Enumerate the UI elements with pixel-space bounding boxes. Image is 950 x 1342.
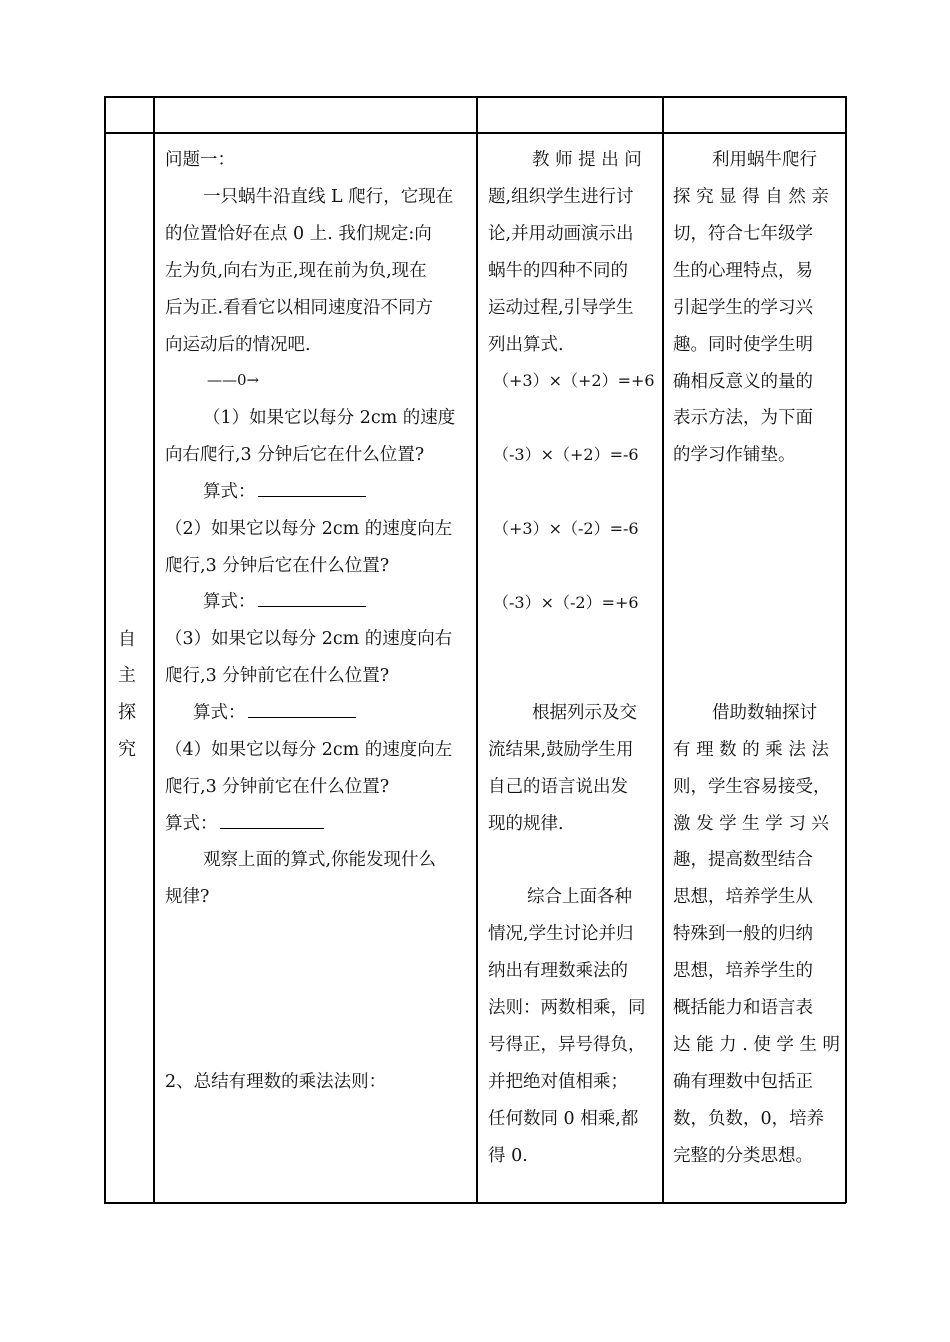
teacher-text-line: 列出算式. [488, 335, 564, 355]
intent-text-line: 借助数轴探讨 [712, 703, 817, 723]
intent-text-line: 切，符合七年级学 [673, 224, 813, 244]
equation: （-3）×（-2）=+6 [493, 593, 639, 612]
intent-text-line: 趣。同时使学生明 [673, 335, 813, 355]
teacher-text-line: 蜗牛的四种不同的 [488, 261, 628, 281]
formula-line [203, 592, 366, 612]
table-border-right [845, 96, 847, 1203]
intent-text-line: 引起学生的学习兴 [673, 298, 813, 318]
intent-text-line: 则，学生容易接受， [673, 777, 831, 797]
answer-blank[interactable] [248, 703, 356, 718]
formula-label: 算式： [203, 592, 256, 612]
number-line: ——0→ [207, 371, 260, 389]
question-1-line: （1）如果它以每分 2cm 的速度 [203, 408, 456, 428]
teacher-text-line: 得 0. [488, 1146, 528, 1166]
intent-text-line: 有 理 数 的 乘 法 法 [673, 740, 829, 760]
section-label-char: 主 [118, 665, 136, 686]
intro-line: 左为负,向右为正,现在前为负,现在 [165, 261, 427, 281]
intent-text-line: 确有理数中包括正 [673, 1072, 813, 1092]
teacher-text-line: 并把绝对值相乘； [488, 1072, 628, 1092]
table-col-divider-3 [662, 96, 664, 1203]
answer-blank[interactable] [258, 592, 366, 607]
teacher-text-line: 任何数同 0 相乘,都 [488, 1109, 639, 1129]
question-2-line: 爬行,3 分钟后它在什么位置? [165, 556, 390, 576]
summary-heading: 2、总结有理数的乘法法则： [165, 1072, 387, 1092]
intent-text-line: 思想，培养学生从 [673, 887, 813, 907]
teacher-text-line: 纳出有理数乘法的 [488, 961, 628, 981]
section-label-char: 探 [118, 702, 136, 723]
teacher-text-line: 题,组织学生进行讨 [488, 187, 634, 207]
teacher-text-line: 综合上面各种 [527, 887, 632, 907]
table-border-left [104, 96, 106, 1203]
intent-text-line: 生的心理特点，易 [673, 261, 813, 281]
section-label-char: 究 [118, 739, 136, 760]
teacher-text-line: 情况,学生讨论并归 [488, 924, 634, 944]
teacher-text-line: 运动过程,引导学生 [488, 298, 634, 318]
intent-text-line: 的学习作铺垫。 [673, 445, 796, 465]
teacher-text-line: 教 师 提 出 问 [532, 150, 642, 170]
formula-line [193, 703, 356, 723]
table-col-divider-1 [153, 96, 155, 1203]
intent-text-line: 激 发 学 生 学 习 兴 [673, 814, 829, 834]
equation: （+3）×（-2）=-6 [493, 519, 639, 538]
section-label-char: 自 [118, 629, 136, 650]
intro-line: 一只蜗牛沿直线 L 爬行，它现在 [203, 187, 454, 207]
formula-line [203, 482, 366, 502]
question-1-line: 向右爬行,3 分钟后它在什么位置? [165, 445, 425, 465]
intent-text-line: 确相反意义的量的 [673, 372, 813, 392]
intent-text-line: 达 能 力 . 使 学 生 明 [673, 1035, 841, 1055]
answer-blank[interactable] [258, 482, 366, 497]
intent-text-line: 探 究 显 得 自 然 亲 [673, 187, 829, 207]
question-4-line: （4）如果它以每分 2cm 的速度向左 [165, 740, 453, 760]
formula-label: 算式： [165, 814, 218, 834]
observe-line: 规律? [165, 887, 210, 907]
teacher-text-line: 论,并用动画演示出 [488, 224, 634, 244]
intent-text-line: 利用蜗牛爬行 [712, 150, 817, 170]
intent-text-line: 思想，培养学生的 [673, 961, 813, 981]
intent-text-line: 趣，提高数型结合 [673, 850, 813, 870]
teacher-text-line: 号得正，异号得负， [488, 1035, 646, 1055]
question-3-line: 爬行,3 分钟前它在什么位置? [165, 666, 390, 686]
formula-label: 算式： [203, 482, 256, 502]
answer-blank[interactable] [220, 814, 324, 829]
intent-text-line: 表示方法，为下面 [673, 408, 813, 428]
equation: （-3）×（+2）=-6 [493, 445, 639, 464]
teacher-text-line: 流结果,鼓励学生用 [488, 740, 634, 760]
question-2-line: （2）如果它以每分 2cm 的速度向左 [165, 519, 453, 539]
intro-line: 向运动后的情况吧. [165, 335, 311, 355]
intent-text-line: 概括能力和语言表 [673, 998, 813, 1018]
problem-title: 问题一： [165, 150, 235, 170]
intro-line: 的位置恰好在点 0 上. 我们规定:向 [165, 224, 432, 244]
intent-text-line: 特殊到一般的归纳 [673, 924, 813, 944]
equation: （+3）×（+2）=+6 [493, 371, 655, 390]
table-col-divider-2 [476, 96, 478, 1203]
table-border-top [104, 96, 846, 98]
intro-line: 后为正.看看它以相同速度沿不同方 [165, 298, 434, 318]
teacher-text-line: 现的规律. [488, 814, 564, 834]
table-header-divider [104, 132, 846, 134]
formula-line [165, 814, 324, 834]
table-border-bottom [104, 1202, 846, 1204]
intent-text-line: 完整的分类思想。 [673, 1146, 813, 1166]
teacher-text-line: 根据列示及交 [532, 703, 637, 723]
question-3-line: （3）如果它以每分 2cm 的速度向右 [165, 629, 453, 649]
formula-label: 算式： [193, 703, 246, 723]
teacher-text-line: 法则：两数相乘，同 [488, 998, 646, 1018]
question-4-line: 爬行,3 分钟前它在什么位置? [165, 777, 390, 797]
teacher-text-line: 自己的语言说出发 [488, 777, 628, 797]
intent-text-line: 数，负数，0，培养 [673, 1109, 825, 1129]
observe-line: 观察上面的算式,你能发现什么 [203, 850, 437, 870]
